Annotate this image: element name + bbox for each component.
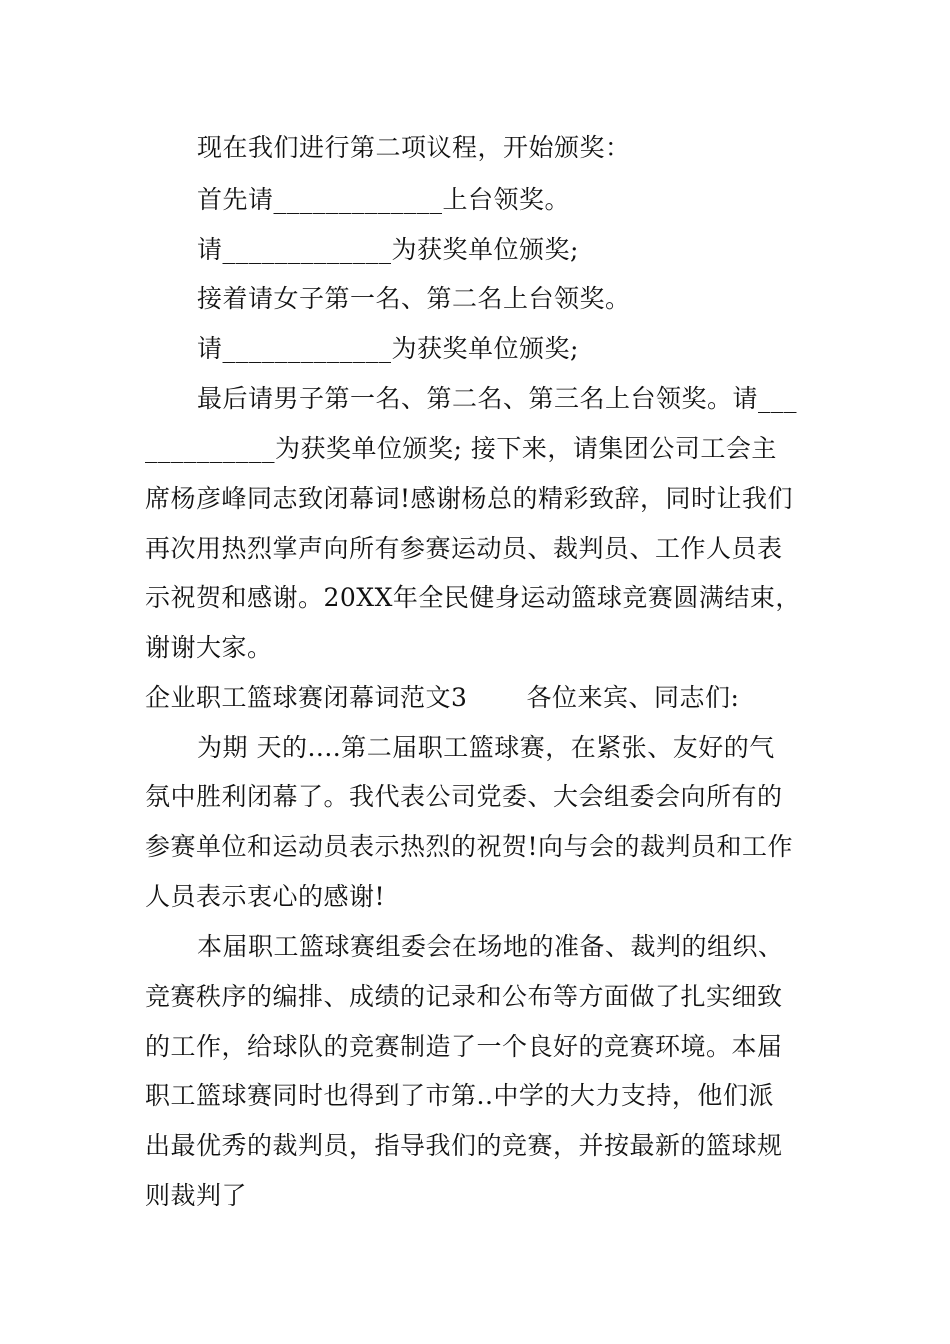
text-line: 人员表示衷心的感谢! <box>145 882 386 911</box>
section-heading: 企业职工篮球赛闭幕词范文3 各位来宾、同志们: <box>145 683 740 712</box>
text-line: 氛中胜利闭幕了。我代表公司党委、大会组委会向所有的 <box>145 782 783 811</box>
text-line: 请_____________为获奖单位颁奖; <box>197 235 579 264</box>
text-line: 席杨彦峰同志致闭幕词!感谢杨总的精彩致辞，同时让我们 <box>145 484 794 513</box>
text-line: 再次用热烈掌声向所有参赛运动员、裁判员、工作人员表 <box>145 534 783 563</box>
text-line: 接着请女子第一名、第二名上台领奖。 <box>197 284 631 313</box>
text-line: 现在我们进行第二项议程，开始颁奖： <box>197 133 631 162</box>
text-line: __________为获奖单位颁奖; 接下来，请集团公司工会主 <box>145 434 777 463</box>
text-line: 请_____________为获奖单位颁奖; <box>197 334 579 363</box>
text-line: 最后请男子第一名、第二名、第三名上台领奖。请___ <box>197 384 798 413</box>
text-line: 则裁判了 <box>145 1181 248 1210</box>
text-line: 本届职工篮球赛组委会在场地的准备、裁判的组织、 <box>197 932 784 961</box>
text-line: 的工作，给球队的竞赛制造了一个良好的竞赛环境。本届 <box>145 1032 783 1061</box>
text-line: 示祝贺和感谢。20XX年全民健身运动篮球竞赛圆满结束， <box>145 583 801 612</box>
text-line: 为期 天的....第二届职工篮球赛，在紧张、友好的气 <box>197 733 775 762</box>
text-line: 首先请_____________上台领奖。 <box>197 185 571 214</box>
text-line: 谢谢大家。 <box>145 633 273 662</box>
text-line: 竞赛秩序的编排、成绩的记录和公布等方面做了扎实细致 <box>145 982 783 1011</box>
text-line: 参赛单位和运动员表示热烈的祝贺!向与会的裁判员和工作 <box>145 832 794 861</box>
text-line: 出最优秀的裁判员，指导我们的竞赛，并按最新的篮球规 <box>145 1131 783 1160</box>
text-line: 职工篮球赛同时也得到了市第..中学的大力支持，他们派 <box>145 1081 774 1110</box>
